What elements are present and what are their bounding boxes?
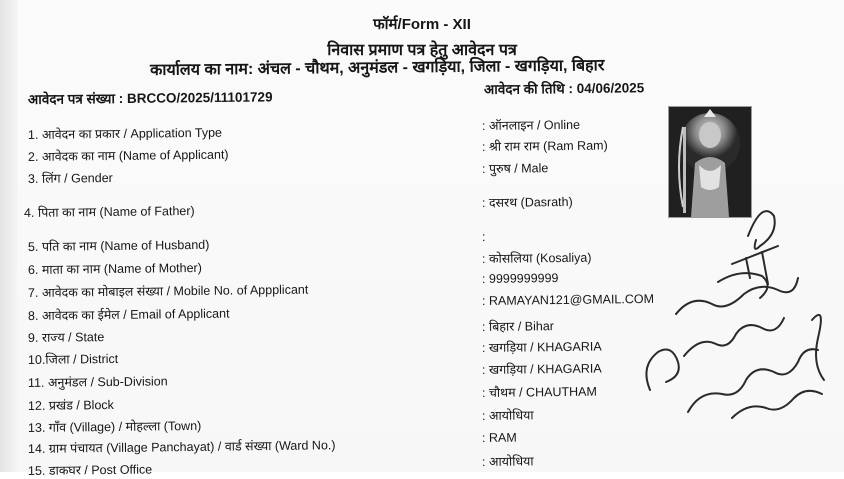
field-label-husband-name: 5. पति का नाम (Name of Husband) (27, 237, 210, 254)
field-label-district: 10.जिला / District (27, 351, 119, 367)
field-label-block: 12. प्रखंड / Block (27, 397, 114, 413)
field-value-mother-name: : कोसलिया (Kosaliya) (481, 250, 592, 266)
page-edge-shadow (0, 0, 18, 472)
field-value-gender: : पुरुष / Male (481, 161, 549, 176)
field-label-panchayat: 14. ग्राम पंचायत (Village Panchayat) / वार्ड संख्या (Ward No.) (27, 438, 336, 456)
field-label-mother-name: 6. माता का नाम (Name of Mother) (27, 260, 202, 277)
office-line: कार्यालय का नाम: अंचल - चौथम, अनुमंडल - खगड़िया, जिला - खगड़िया, बिहार (149, 57, 605, 79)
field-value-applicant-name: : श्री राम राम (Ram Ram) (481, 138, 608, 154)
field-value-mobile: : 9999999999 (481, 271, 559, 286)
field-value-application-type: : ऑनलाइन / Online (481, 117, 581, 133)
application-date: आवेदन की तिथि : 04/06/2025 (483, 80, 645, 97)
field-value-state: : बिहार / Bihar (481, 319, 555, 334)
field-value-village: : आयोधिया (481, 408, 534, 423)
handwritten-signature (628, 194, 840, 430)
field-label-mobile: 7. आवेदक का मोबाइल संख्या / Mobile No. of Appplicant (27, 282, 309, 300)
field-value-district: : खगड़िया / KHAGARIA (481, 339, 602, 355)
field-value-subdivision: : खगड़िया / KHAGARIA (481, 361, 602, 377)
field-label-post-office: 15. डाकघर / Post Office (27, 462, 153, 478)
field-label-father-name: 4. पिता का नाम (Name of Father) (23, 203, 195, 220)
form-subtitle: निवास प्रमाण पत्र हेतु आवेदन पत्र (327, 42, 517, 59)
application-number: आवेदन पत्र संख्या : BRCCO/2025/11101729 (27, 89, 273, 107)
field-value-husband-name: : (481, 229, 486, 244)
field-label-village: 13. गाँव (Village) / मोहल्ला (Town) (27, 418, 202, 435)
field-value-block: : चौथम / CHAUTHAM (481, 384, 597, 400)
field-label-state: 9. राज्य / State (27, 330, 105, 345)
form-title: फॉर्म/Form - XII (373, 16, 471, 33)
field-value-post-office: : आयोधिया (481, 454, 534, 469)
field-label-gender: 3. लिंग / Gender (27, 170, 113, 186)
field-label-application-type: 1. आवेदन का प्रकार / Application Type (27, 125, 223, 142)
field-value-email: : RAMAYAN121@GMAIL.COM (481, 291, 655, 308)
field-value-panchayat: : RAM (481, 430, 517, 445)
field-label-applicant-name: 2. आवेदक का नाम (Name of Applicant) (27, 147, 229, 164)
field-label-email: 8. आवेदक का ईमेल / Email of Applicant (27, 306, 230, 323)
field-value-father-name: : दसरथ (Dasrath) (481, 194, 573, 210)
field-label-subdivision: 11. अनुमंडल / Sub-Division (27, 374, 168, 390)
